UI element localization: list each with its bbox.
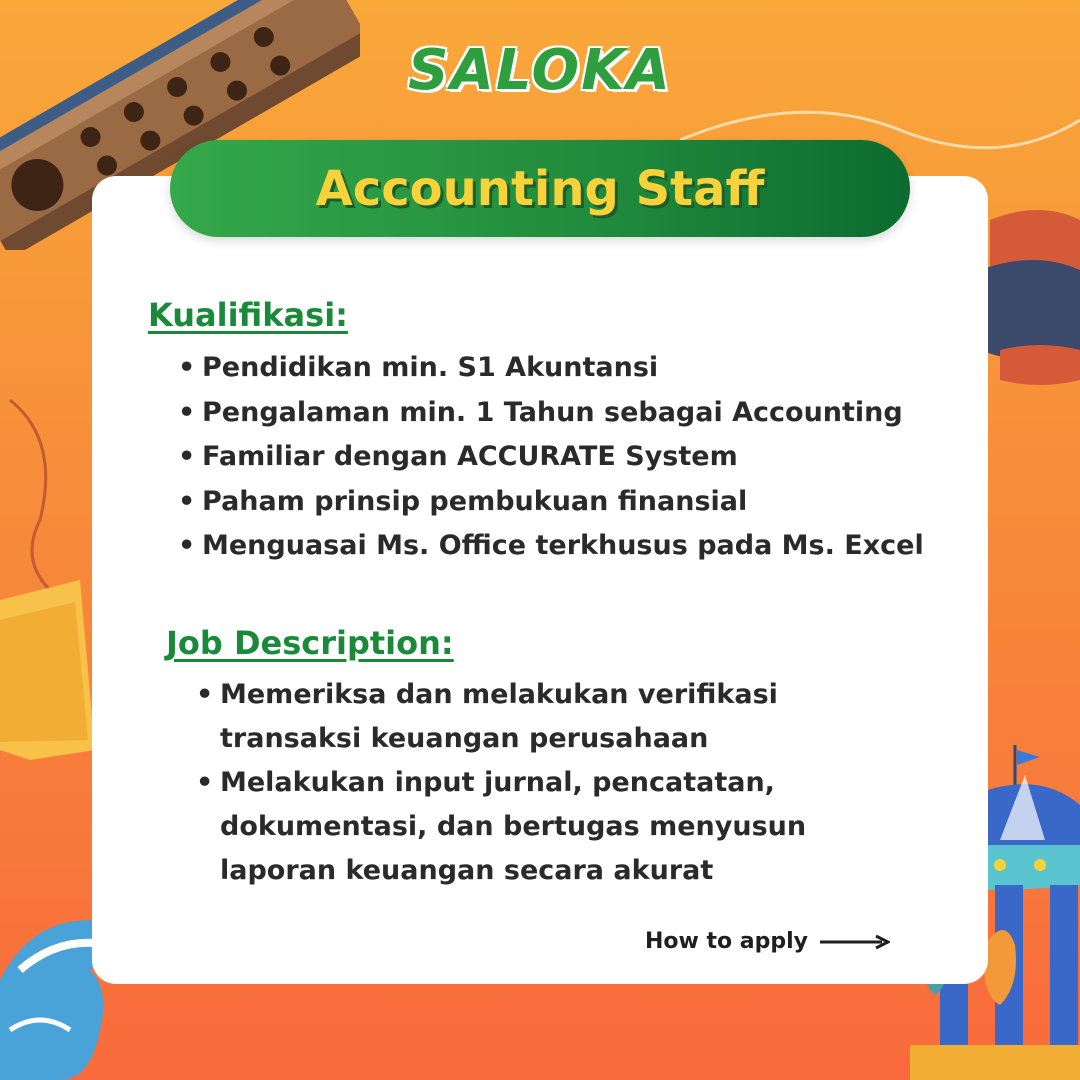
list-item: • Paham prinsip pembukuan finansial <box>178 480 978 525</box>
arrow-right-icon <box>820 934 890 950</box>
how-to-apply-link[interactable] <box>645 929 890 954</box>
saloka-logo: SALOKA <box>408 38 672 103</box>
list-item: • Familiar dengan ACCURATE System <box>178 435 978 480</box>
list-item: • Pengalaman min. 1 Tahun sebagai Accounting <box>178 391 978 436</box>
list-item: • Menguasai Ms. Office terkhusus pada Ms. Excel <box>178 524 978 569</box>
bell-icon <box>0 380 100 780</box>
how-to-apply-label: How to apply <box>645 929 809 954</box>
list-item: • Memeriksa dan melakukan verifikasi transaksi keuangan perusahaan <box>196 673 816 761</box>
job-description-heading: Job Description: <box>166 624 454 662</box>
list-item: • Pendidikan min. S1 Akuntansi <box>178 346 978 391</box>
title-banner <box>170 140 910 237</box>
list-item: • Melakukan input jurnal, pencatatan, dokumentasi, dan bertugas menyusun laporan keuangan secara akurat <box>196 761 816 893</box>
qualifications-list <box>178 346 978 569</box>
page-title: Accounting Staff <box>315 160 765 217</box>
qualifications-heading: Kualifikasi: <box>148 296 348 334</box>
job-description-list <box>196 673 816 893</box>
